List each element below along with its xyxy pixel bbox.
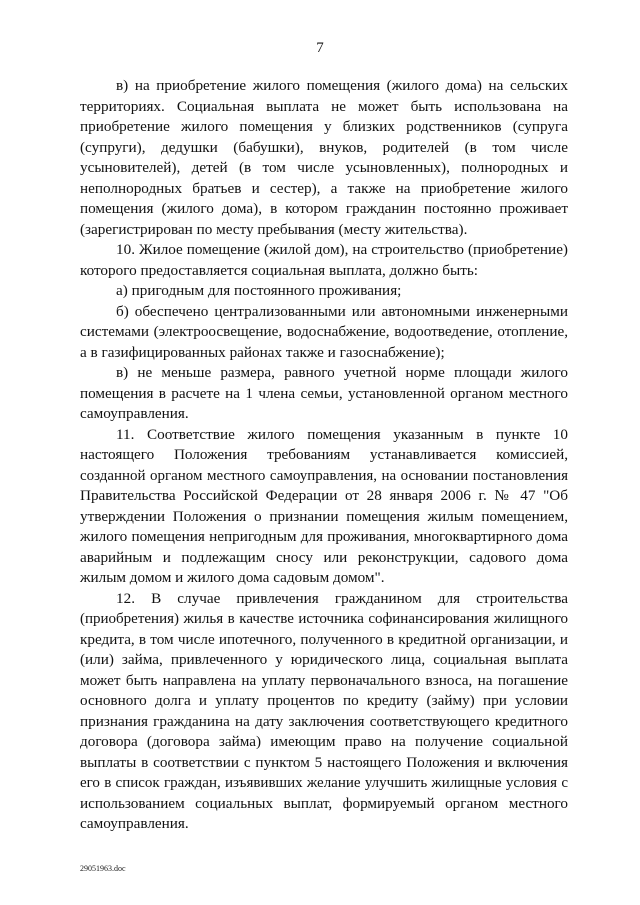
text-line: кредита, в том числе ипотечного, полученного в кредитной организации, и	[80, 630, 568, 648]
text-line: Правительства Российской Федерации от 28 января 2006 г. № 47 "Об	[80, 487, 568, 504]
text-line: которого предоставляется социальная выплата, должно быть:	[80, 261, 478, 279]
text-line: использованием социальных выплат, формируемый органом местного	[80, 794, 568, 812]
text-line: системами (электроосвещение, водоснабжение, водоотведение, отопление,	[80, 323, 568, 340]
text-line: (зарегистрирован по месту пребывания (месту жительства).	[80, 220, 468, 238]
text-line: выплаты в соответствии с пунктом 5 настоящего Положения и включения	[80, 753, 568, 771]
text-line: признания гражданина на дату заключения соответствующего кредитного	[80, 712, 568, 730]
text-line: в) на приобретение жилого помещения (жилого дома) на сельских	[116, 77, 568, 94]
text-line: помещения (жилого дома), в котором гражданин постоянно проживает	[80, 200, 568, 217]
text-line: жилого помещения непригодным для проживания, многоквартирного дома	[80, 528, 568, 545]
text-line: (супруги), дедушки (бабушки), внуков, родителей (в том числе	[80, 138, 568, 156]
text-line: самоуправления.	[80, 815, 189, 832]
page-number: 7	[316, 40, 324, 56]
body-text	[80, 76, 568, 835]
text-line: договора (договора займа) имеющим право на получение социальной	[80, 733, 568, 750]
text-line: (приобретения) жилья в качестве источника софинансирования жилищного	[80, 611, 568, 627]
text-line: самоуправления.	[80, 405, 189, 422]
text-line: б) обеспечено централизованными или автономными инженерными	[116, 302, 568, 320]
text-line: утверждении Положения о признании помещения жилым помещением,	[80, 507, 568, 525]
text-line: территориях. Социальная выплата не может быть использована на	[80, 97, 568, 115]
text-line: основного долга и уплату процентов по кредиту (займу) при условии	[80, 692, 568, 709]
text-line: (или) займа, привлеченного у юридического лица, социальная выплата	[80, 651, 568, 668]
text-line: 12. В случае привлечения гражданином для строительства	[116, 589, 568, 607]
text-line: 10. Жилое помещение (жилой дом), на строительство (приобретение)	[116, 241, 568, 258]
text-line: помещения в расчете на 1 члена семьи, установленной органом местного	[80, 384, 568, 402]
text-line: аварийным и подлежащим сносу или реконструкции, садового дома	[80, 548, 568, 566]
text-line: жилым домом и жилого дома садовым домом".	[80, 569, 385, 586]
text-line: может быть направлена на уплату первоначального взноса, на погашение	[80, 671, 568, 689]
text-line: его в список граждан, изъявивших желание улучшить жилищные условия с	[80, 775, 568, 791]
text-line: созданной органом местного самоуправления, на основании постановления	[80, 467, 568, 484]
text-line: усыновителей), детей (в том числе усыновленных), полнородных и	[80, 159, 568, 176]
text-line: в) не меньше размера, равного учетной норме площади жилого	[116, 364, 568, 381]
text-line: неполнородных братьев и сестер), а также на приобретение жилого	[80, 179, 568, 197]
text-line: а в газифицированных районах также и газоснабжение);	[80, 343, 445, 361]
text-line: приобретение жилого помещения у близких родственников (супруга	[80, 118, 568, 135]
text-line: 11. Соответствие жилого помещения указанным в пункте 10	[116, 425, 568, 443]
file-name-footer: 29051963.doc	[80, 864, 126, 873]
text-line: а) пригодным для постоянного проживания;	[116, 282, 402, 299]
text-line: настоящего Положения требованиям устанавливается комиссией,	[80, 446, 568, 463]
